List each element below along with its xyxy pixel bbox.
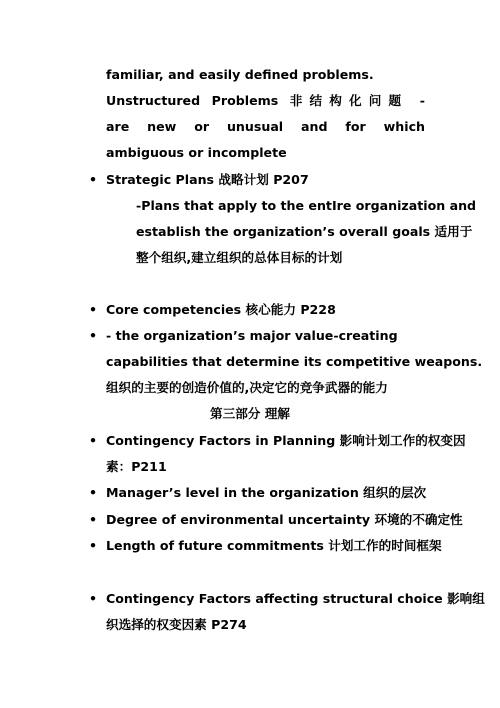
bullet-icon: • <box>89 591 98 606</box>
text-line: familiar, and easily defined problems. <box>106 67 374 82</box>
bullet-icon: • <box>89 433 98 448</box>
bullet-item: Contingency Factors in Planning 影响计划工作的权变因 <box>106 433 466 448</box>
text-line: 整个组织,建立组织的总体目标的计划 <box>136 250 343 265</box>
text-line: are new or unusual and for which <box>106 119 425 134</box>
bullet-item: Length of future commitments 计划工作的时间框架 <box>106 538 442 553</box>
text-line: -Plans that apply to the entIre organization and <box>136 198 477 213</box>
text-line: Unstructured Problems 非结构化问题 - <box>106 93 425 108</box>
bullet-item: Contingency Factors affecting structural choice 影响组 <box>106 591 485 606</box>
bullet-icon: • <box>89 328 98 343</box>
text-line: ambiguous or incomplete <box>106 145 287 160</box>
text-line: 织选择的权变因素 P274 <box>106 617 247 632</box>
bullet-item: Strategic Plans 战略计划 P207 <box>106 172 309 187</box>
bullet-icon: • <box>89 512 98 527</box>
text-line: capabilities that determine its competitive weapons. <box>106 354 483 369</box>
bullet-icon: • <box>89 485 98 500</box>
bullet-icon: • <box>89 172 98 187</box>
bullet-item: Manager’s level in the organization 组织的层次 <box>106 485 427 500</box>
bullet-item: Core competencies 核心能力 P228 <box>106 302 336 317</box>
text-line: establish the organization’s overall goals 适用于 <box>136 224 473 239</box>
text-line: 组织的主要的创造价值的,决定它的竞争武器的能力 <box>106 380 388 395</box>
text-line: 素：P211 <box>106 459 167 474</box>
bullet-item: - the organization’s major value-creating <box>106 328 398 343</box>
bullet-icon: • <box>89 302 98 317</box>
bullet-item: Degree of environmental uncertainty 环境的不确定性 <box>106 512 463 527</box>
section-heading: 第三部分 理解 <box>210 406 290 421</box>
bullet-icon: • <box>89 538 98 553</box>
